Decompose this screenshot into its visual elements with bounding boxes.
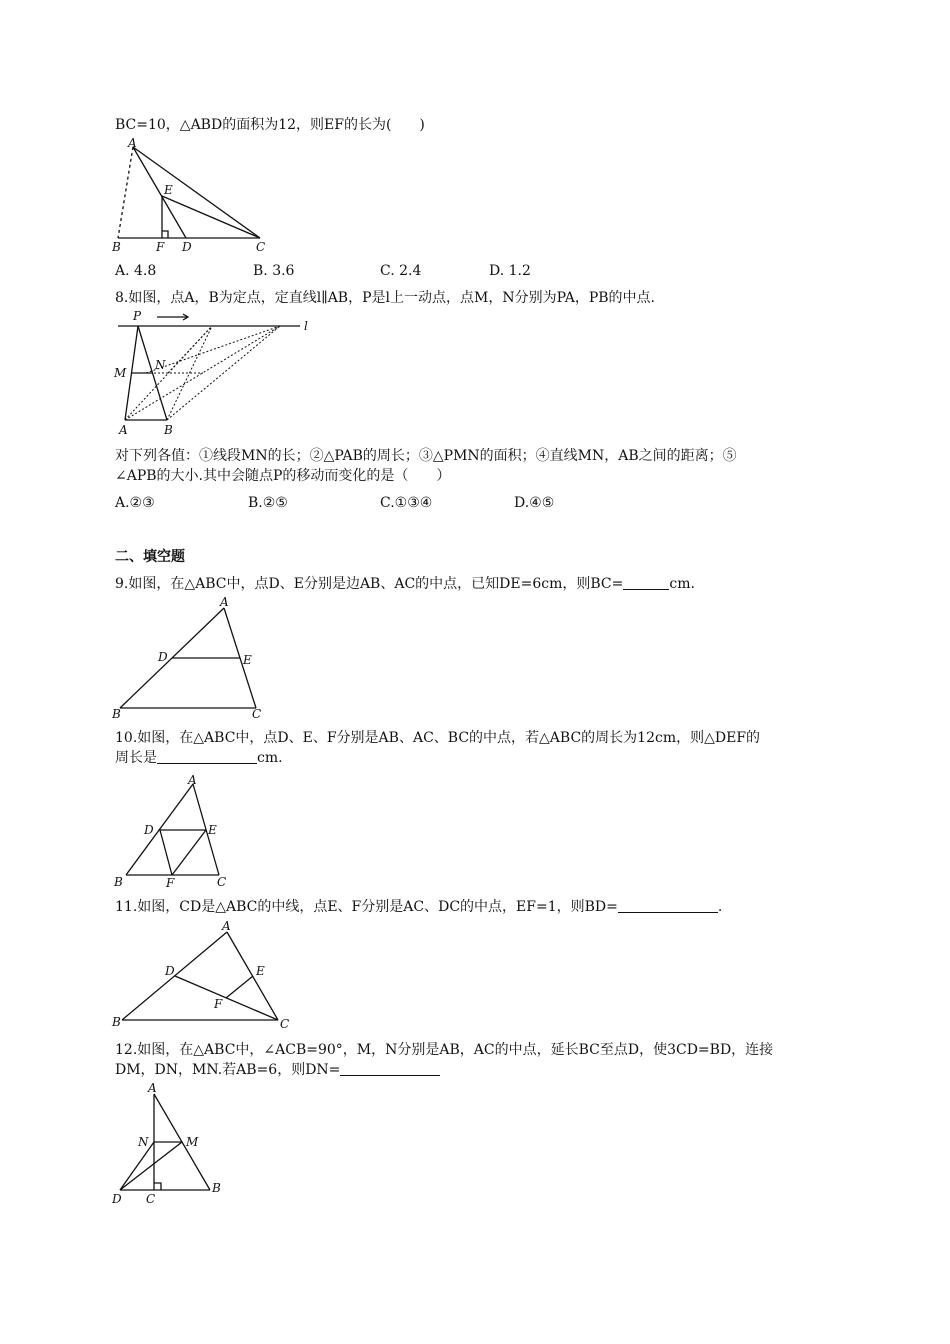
q12-label-a: A (148, 1081, 157, 1095)
q11-answer-blank[interactable] (618, 898, 718, 913)
q7-label-c: C (256, 240, 266, 254)
q9-label-a: A (220, 595, 229, 609)
q10-figure (110, 772, 240, 890)
q11-figure (110, 918, 300, 1036)
q10-stem-unit: cm. (257, 750, 283, 766)
q7-stem-tail: BC=10，△ABD的面积为12，则EF的长为( ) (115, 117, 425, 133)
q9-label-d: D (158, 650, 168, 664)
q12-label-b: B (212, 1181, 221, 1195)
q8-label-m: M (114, 366, 127, 380)
q7-figure (110, 138, 280, 256)
q11-label-b: B (112, 1015, 121, 1029)
q8-label-n: N (155, 358, 166, 372)
q8-label-a: A (119, 423, 128, 437)
q12-answer-blank[interactable] (340, 1061, 440, 1076)
q9-label-b: B (112, 707, 121, 721)
q9-label-e: E (243, 653, 252, 667)
q10-label-c: C (217, 875, 227, 889)
q8-label-b: B (164, 423, 173, 437)
q10-label-d: D (144, 823, 154, 837)
q10-label-e: E (208, 823, 217, 837)
q12-label-c: C (146, 1192, 156, 1206)
q12-figure (110, 1080, 240, 1208)
q10-label-b: B (114, 875, 123, 889)
q11-stem-end: . (717, 899, 723, 915)
q10-stem-line2 (115, 749, 283, 767)
q8-option-b[interactable]: B.②⑤ (248, 495, 288, 511)
q9-label-c: C (252, 707, 262, 721)
q7-option-d[interactable]: D. 1.2 (489, 263, 531, 279)
q11-label-c: C (280, 1017, 290, 1031)
q7-option-c[interactable]: C. 2.4 (380, 263, 422, 279)
q8-option-a[interactable]: A.②③ (115, 495, 155, 511)
q10-label-f: F (166, 876, 175, 890)
q7-option-a[interactable]: A. 4.8 (115, 263, 157, 279)
q12-stem-text: DM，DN，MN.若AB=6，则DN= (115, 1062, 341, 1078)
q12-stem-line1: 12.如图，在△ABC中，∠ACB=90°，M，N分别是AB，AC的中点，延长BC至点D，使3CD=BD，连接 (115, 1042, 774, 1058)
q8-option-c[interactable]: C.①③④ (380, 495, 433, 511)
q12-label-m: M (186, 1135, 199, 1149)
q12-label-n: N (138, 1135, 149, 1149)
q9-stem-unit: cm. (669, 576, 695, 592)
q9-stem-text: 9.如图，在△ABC中，点D、E分别是边AB、AC的中点，已知DE=6cm，则BC= (115, 576, 624, 592)
q10-label-a: A (188, 773, 197, 787)
q10-stem-line1: 10.如图，在△ABC中，点D、E、F分别是AB、AC、BC的中点，若△ABC的周长为12cm，则△DEF的 (115, 730, 761, 746)
q9-answer-blank[interactable] (623, 575, 669, 590)
q8-option-d[interactable]: D.④⑤ (514, 495, 555, 511)
q11-stem-text: 11.如图，CD是△ABC的中线，点E、F分别是AC、DC的中点，EF=1，则BD= (115, 899, 618, 915)
q8-figure (110, 308, 320, 440)
q11-stem (115, 898, 722, 916)
q9-stem (115, 575, 695, 593)
q7-label-d: D (182, 240, 192, 254)
q9-figure (110, 596, 280, 726)
q11-label-f: F (214, 997, 223, 1011)
q12-label-d: D (112, 1192, 122, 1206)
q11-label-a: A (222, 919, 231, 933)
q7-label-f: F (156, 240, 165, 254)
q8-label-p: P (133, 309, 142, 323)
q10-answer-blank[interactable] (157, 749, 257, 764)
section-title-fill-in: 二、填空题 (115, 549, 185, 565)
q7-label-e: E (164, 183, 173, 197)
q8-label-l: l (304, 319, 308, 333)
q8-text-line2: ∠APB的大小.其中会随点P的移动而变化的是（ ） (115, 468, 451, 484)
q7-option-b[interactable]: B. 3.6 (253, 263, 295, 279)
q11-label-d: D (165, 964, 175, 978)
q7-label-b: B (112, 240, 121, 254)
q10-stem-text: 周长是 (115, 750, 157, 766)
q11-label-e: E (256, 964, 265, 978)
q12-stem-line2 (115, 1061, 440, 1079)
q7-label-a: A (128, 136, 137, 150)
q8-stem: 8.如图，点A，B为定点，定直线l∥AB，P是l上一动点，点M，N分别为PA，PB的中点. (115, 290, 655, 306)
q8-text-line1: 对下列各值：①线段MN的长；②△PAB的周长；③△PMN的面积；④直线MN，AB之间的距离；⑤ (115, 448, 737, 464)
